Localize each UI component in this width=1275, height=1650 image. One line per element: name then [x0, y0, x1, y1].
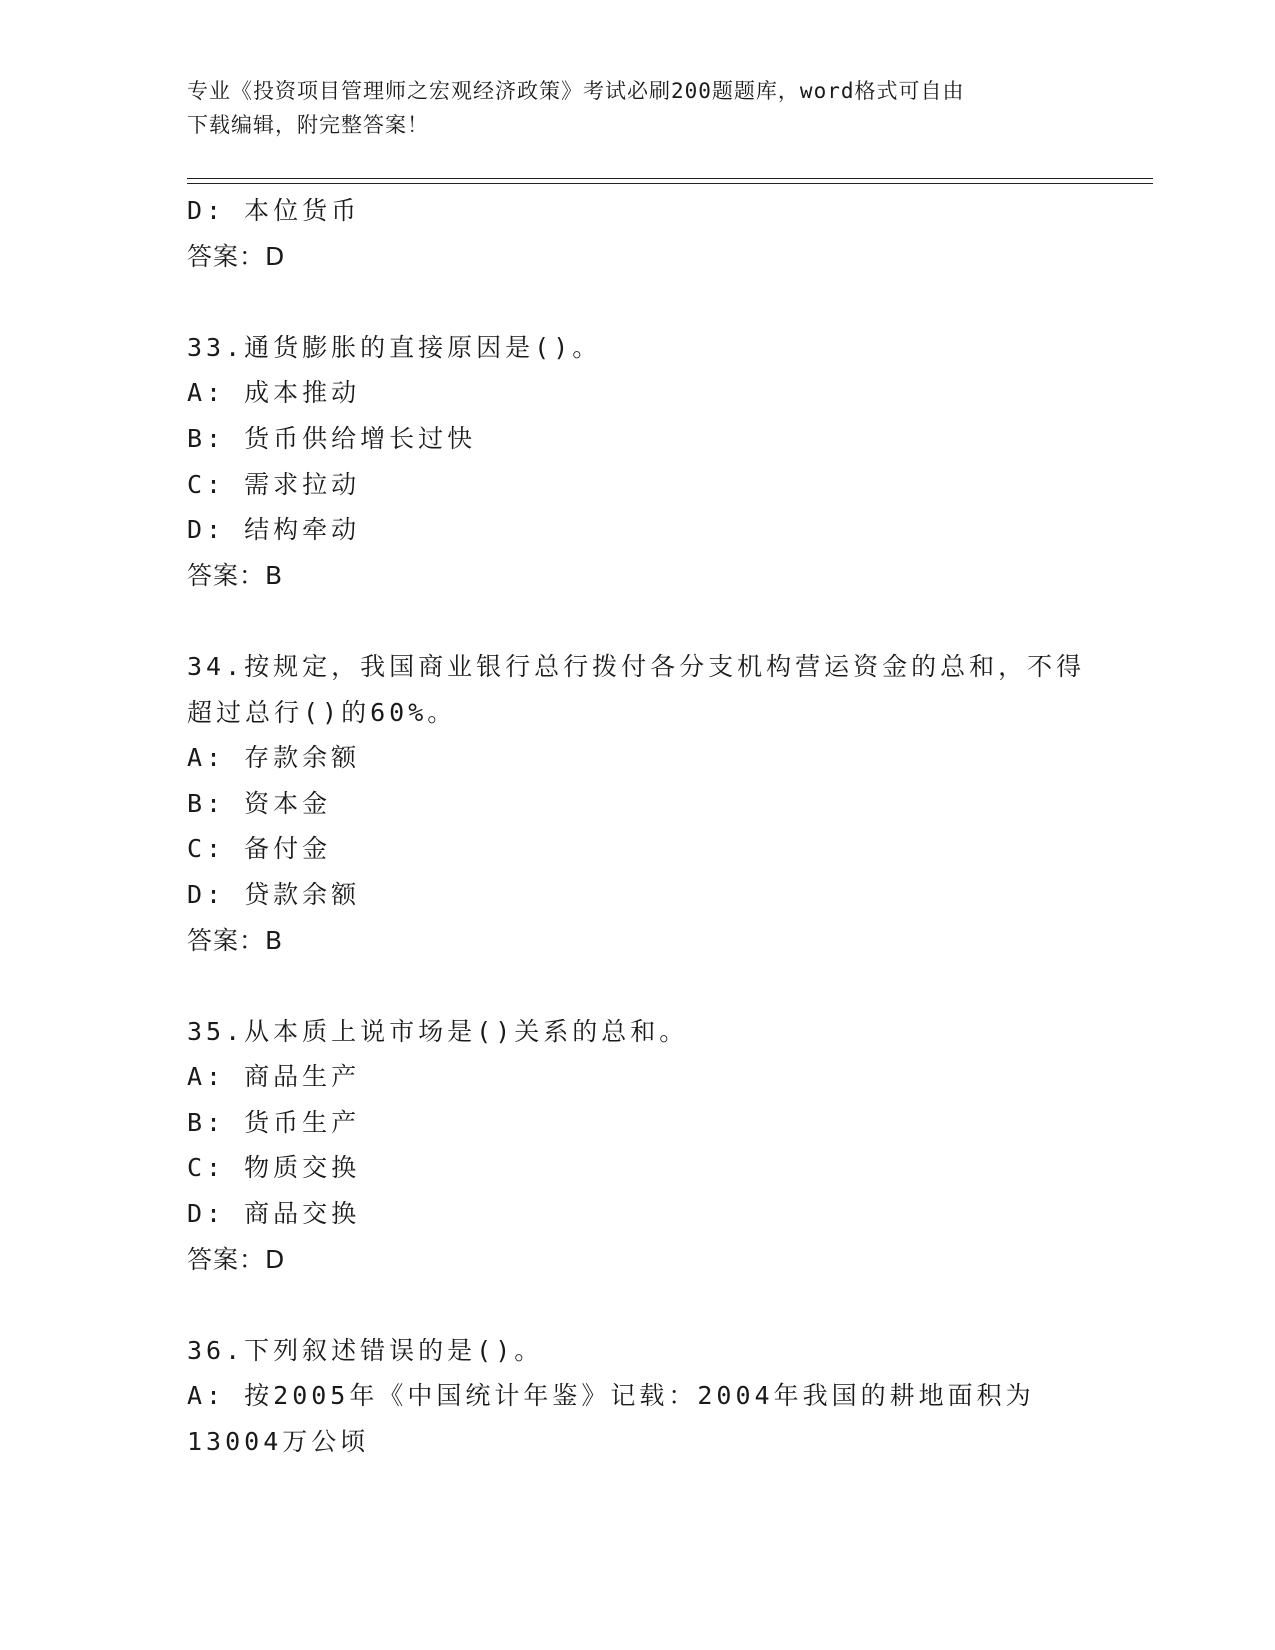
option-text: C: 物质交换: [187, 1153, 361, 1183]
option-text: D: 贷款余额: [187, 879, 361, 909]
question-text: 34.按规定，我国商业银行总行拨付各分支机构营运资金的总和，不得: [187, 651, 1086, 681]
header-rule-bottom: [187, 183, 1153, 184]
spacer: [187, 598, 1107, 644]
header-rule-top: [187, 178, 1153, 179]
option-text: D: 结构牵动: [187, 515, 361, 545]
question-text: 36.下列叙述错误的是()。: [187, 1335, 544, 1365]
header-line-1: 专业《投资项目管理师之宏观经济政策》考试必刷200题题库，word格式可自由: [187, 79, 965, 103]
spacer: [187, 963, 1107, 1009]
option-text: B: 资本金: [187, 788, 332, 818]
answer-text: 答案：B: [187, 925, 284, 955]
option-text: 13004万公顷: [187, 1427, 370, 1457]
option-text: A: 商品生产: [187, 1062, 361, 1092]
answer-text: 答案：B: [187, 560, 284, 590]
answer-text: 答案：D: [187, 241, 286, 271]
document-header: [187, 74, 1067, 142]
question-text: 33.通货膨胀的直接原因是()。: [187, 332, 602, 362]
option-text: D: 商品交换: [187, 1199, 361, 1229]
option-text: B: 货币供给增长过快: [187, 423, 477, 453]
spacer: [187, 279, 1107, 325]
option-text: C: 需求拉动: [187, 469, 361, 499]
option-text: A: 成本推动: [187, 378, 361, 408]
answer-text: 答案：D: [187, 1244, 286, 1274]
question-text: 超过总行()的60%。: [187, 697, 457, 727]
question-list: [187, 188, 1107, 1465]
header-line-2: 下载编辑，附完整答案！: [187, 113, 429, 137]
option-text: B: 货币生产: [187, 1107, 361, 1137]
option-text: D: 本位货币: [187, 196, 361, 225]
option-text: A: 按2005年《中国统计年鉴》记载：2004年我国的耕地面积为: [187, 1381, 1035, 1411]
question-text: 35.从本质上说市场是()关系的总和。: [187, 1016, 689, 1046]
option-text: C: 备付金: [187, 834, 332, 864]
spacer: [187, 1282, 1107, 1328]
option-text: A: 存款余额: [187, 743, 361, 773]
